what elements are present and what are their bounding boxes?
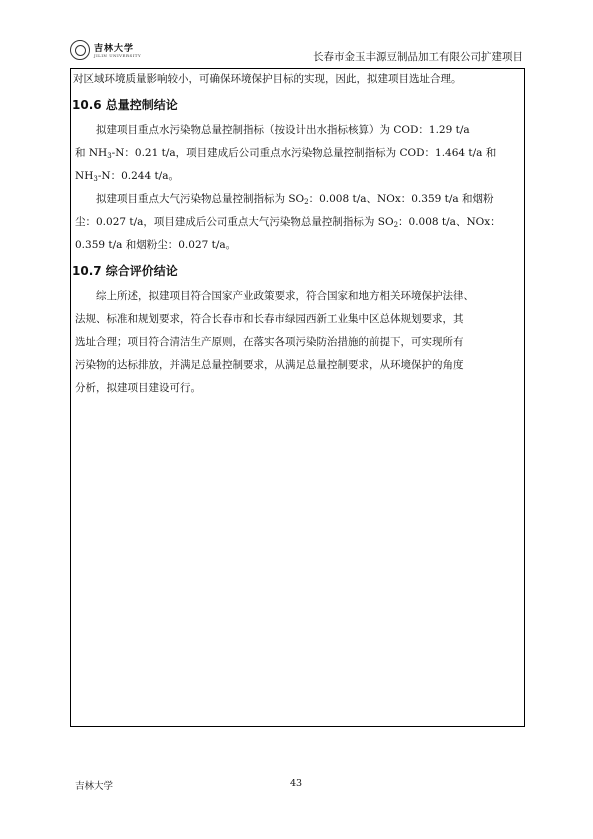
page-header <box>70 38 525 69</box>
header-title: 长春市金玉丰源豆制品加工有限公司扩建项目 <box>313 51 523 63</box>
text-line: 法规、标准和规划要求，符合长春市和长春市绿园西新工业集中区总体规划要求，其 <box>75 313 464 325</box>
text-line: 分析，拟建项目建设可行。 <box>75 382 201 394</box>
intro-line: 对区域环境质量影响较小，可确保环境保护目标的实现，因此，拟建项目选址合理。 <box>73 73 462 85</box>
text-line: 0.359 t/a 和烟粉尘：0.027 t/a。 <box>75 239 237 251</box>
text-line <box>75 188 521 211</box>
subscript: 3 <box>107 152 112 160</box>
subscript: 2 <box>393 221 399 229</box>
text-line <box>75 142 521 165</box>
text-span: ：0.008 t/a、NOx：0.359 t/a 和烟粉 <box>308 193 494 205</box>
text-line: 污染物的达标排放，并满足总量控制要求，从满足总量控制要求，从环境保护的角度 <box>75 359 464 371</box>
footer-university: 吉林大学 <box>75 781 114 792</box>
text-line: 综上所述，拟建项目符合国家产业政策要求，符合国家和地方相关环境保护法律、 <box>96 290 474 302</box>
text-span: ：0.008 t/a、NOx： <box>398 216 501 228</box>
document-body <box>72 68 521 400</box>
text-span: 尘：0.027 t/a，项目建成后公司重点大气污染物总量控制指标为 SO <box>75 216 394 228</box>
text-span: -N：0.21 t/a，项目建成后公司重点水污染物总量控制指标为 COD：1.464 t/a 和 <box>111 147 497 159</box>
subscript: 2 <box>304 198 309 206</box>
paragraph-conclusion <box>75 285 521 400</box>
subscript: 3 <box>93 175 98 183</box>
logo-text: 吉林大学 <box>94 44 135 54</box>
text-line <box>75 165 521 188</box>
text-span: 拟建项目重点大气污染物总量控制指标为 SO <box>96 193 305 205</box>
page-number: 43 <box>290 778 303 789</box>
logo-subtext: JILIN UNIVERSITY <box>94 53 142 58</box>
text-span: NH <box>75 170 94 182</box>
section-heading-10-6: 10.6 总量控制结论 <box>72 98 178 112</box>
text-line <box>75 211 521 234</box>
university-logo <box>70 40 142 62</box>
paragraph-air-totals <box>75 188 521 257</box>
section-heading-10-7: 10.7 综合评价结论 <box>72 264 178 278</box>
text-span: -N：0.244 t/a。 <box>97 170 179 182</box>
text-span: 和 NH <box>75 147 108 159</box>
seal-icon <box>70 40 90 60</box>
text-line: 选址合理；项目符合清洁生产原则，在落实各项污染防治措施的前提下，可实现所有 <box>75 336 464 348</box>
paragraph-water-totals <box>75 119 521 188</box>
text-line: 拟建项目重点水污染物总量控制指标（按设计出水指标核算）为 COD：1.29 t/a <box>96 124 470 136</box>
